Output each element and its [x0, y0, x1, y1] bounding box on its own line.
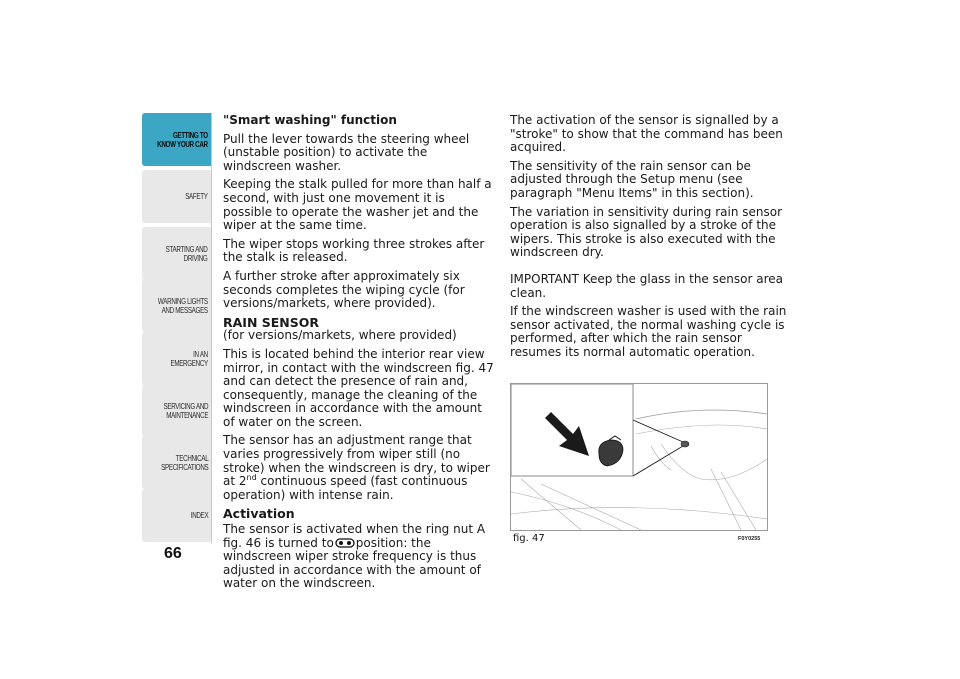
paragraph: Keeping the stalk pulled for more than half a second, with just one movement it is possible to operate the washer jet and the wiper at the same time.	[223, 177, 492, 233]
tab-label: SAFETY	[185, 192, 208, 201]
paragraph: The variation in sensitivity during rain sensor operation is also signalled by a stroke of the wipers. This stroke is also executed with the windscreen dry.	[510, 204, 783, 260]
text-run: position: the windscreen wiper stroke frequency is thus adjusted in accordance with the amount of water on the windscreen.	[223, 535, 481, 591]
text-run: The sensor has an adjustment range that varies progressively from wiper still (no stroke) when the windscreen is dry, to wiper at 2	[223, 433, 490, 489]
tab-index[interactable]	[142, 489, 211, 542]
paragraph: If the windscreen washer is used with the rain sensor activated, the normal washing cycle is performed, after which the rain sensor resumes its normal automatic operation.	[510, 304, 787, 359]
rain-sensor-heading: RAIN SENSOR	[223, 314, 320, 330]
rain-sensor-subtitle: (for versions/markets, where provided)	[223, 328, 457, 343]
smart-washing-heading: "Smart washing" function	[223, 113, 397, 127]
tab-warning-lights-and-messages[interactable]	[142, 279, 211, 332]
tab-starting-and-driving[interactable]	[142, 227, 211, 280]
figure-rain-sensor	[510, 383, 768, 531]
tab-label: WARNING LIGHTS AND MESSAGES	[158, 296, 208, 315]
paragraph	[223, 434, 495, 502]
tab-technical-specifications[interactable]	[142, 436, 211, 489]
figure-caption: fig. 47	[513, 533, 545, 544]
tab-label: TECHNICAL SPECIFICATIONS	[160, 453, 208, 472]
paragraph: The sensitivity of the rain sensor can be adjusted through the Setup menu (see paragraph "Menu Items" in this section).	[510, 158, 754, 200]
tab-in-an-emergency[interactable]	[142, 332, 211, 385]
page-number: 66	[164, 545, 182, 562]
tab-getting-to-know-your-car[interactable]	[142, 113, 211, 166]
figure-code: F0Y0255	[738, 536, 761, 542]
tab-label: SERVICING AND MAINTENANCE	[163, 401, 208, 420]
right-column	[510, 114, 792, 365]
important-note: IMPORTANT Keep the glass in the sensor area clean.	[510, 271, 783, 300]
tab-safety[interactable]	[142, 170, 211, 223]
sidebar-divider	[211, 113, 212, 543]
tab-label: GETTING TO KNOW YOUR CAR	[157, 130, 208, 149]
left-column	[223, 114, 495, 596]
tab-servicing-and-maintenance[interactable]	[142, 384, 211, 437]
activation-heading: Activation	[223, 506, 295, 522]
text-run: The sensor is activated when the ring nut A fig. 46 is turned to	[223, 522, 486, 550]
paragraph	[223, 523, 495, 591]
auto-wiper-icon	[335, 538, 355, 548]
paragraph: This is located behind the interior rear view mirror, in contact with the windscreen fig. 47 and can detect the presence of rain and, consequently, manage the cleaning of the windscreen in accordance with the amount of water on the screen.	[223, 346, 494, 429]
paragraph: Pull the lever towards the steering wheel (unstable position) to activate the windscreen washer.	[223, 131, 470, 173]
tab-label: INDEX	[190, 511, 208, 520]
tab-label: IN AN EMERGENCY	[170, 349, 208, 368]
text-run: continuous speed (fast continuous operation) with intense rain.	[223, 474, 468, 502]
paragraph: A further stroke after approximately six seconds completes the wiping cycle (for versions/markets, where provided).	[223, 268, 465, 311]
superscript: nd	[246, 473, 257, 483]
tab-label: STARTING AND DRIVING	[166, 244, 208, 263]
paragraph: The wiper stops working three strokes after the stalk is released.	[223, 236, 485, 265]
rain-sensor-illustration	[511, 384, 767, 530]
paragraph: The activation of the sensor is signalled by a "stroke" to show that the command has been acquired.	[510, 113, 783, 155]
